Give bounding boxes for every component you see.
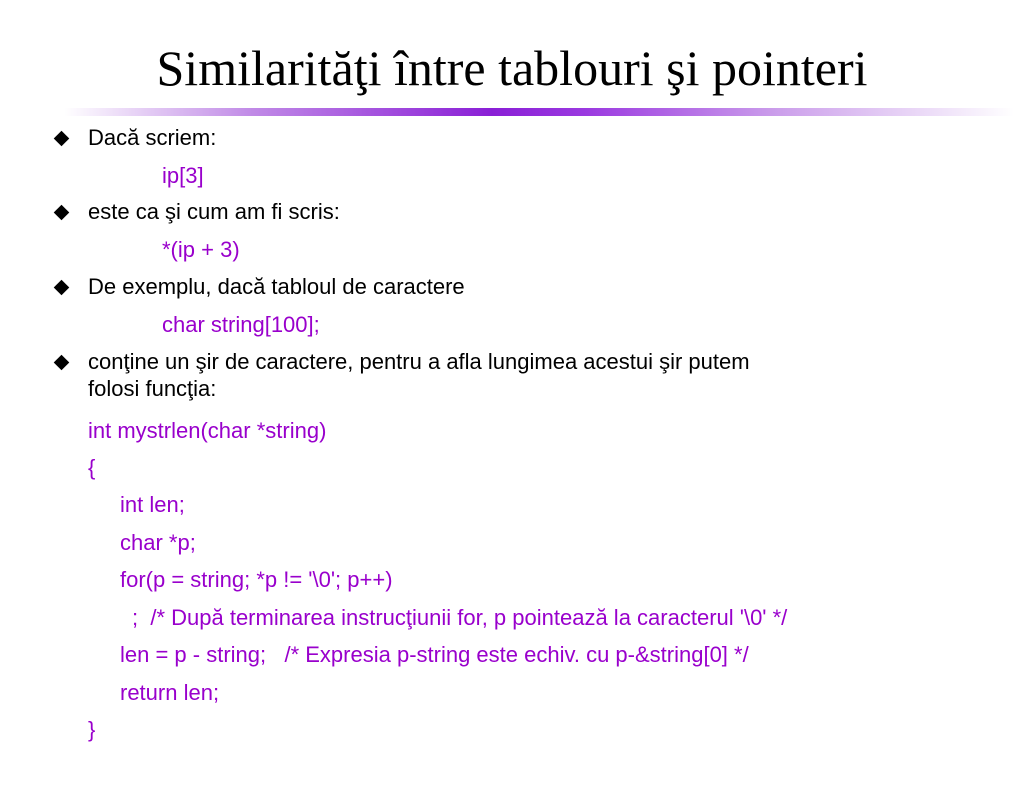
code-line-close-brace: } [88,717,96,742]
bullet-text-2: este ca şi cum am fi scris: [88,199,340,224]
bullet-text-4-line-2: folosi funcţia: [88,376,217,401]
code-example-1: ip[3] [162,163,204,188]
bullet-text-1: Dacă scriem: [88,125,217,150]
code-line-empty-statement: ; /* După terminarea instrucţiunii for, p pointează la caracterul '\0' */ [132,605,788,630]
bullet-text-3: De exemplu, dacă tabloul de caractere [88,274,465,299]
diamond-bullet-icon [54,355,70,371]
code-line-declare-p: char *p; [120,530,196,555]
code-line-signature: int mystrlen(char *string) [88,418,327,443]
diamond-bullet-icon [54,280,70,296]
code-line-declare-len: int len; [120,492,185,517]
title-divider [64,108,1014,116]
code-example-3: char string[100]; [162,312,320,337]
slide-title: Similarităţi între tablouri şi pointeri [156,40,868,96]
diamond-bullet-icon [54,205,70,221]
diamond-bullet-icon [54,131,70,147]
code-line-return: return len; [120,680,220,705]
code-example-2: *(ip + 3) [162,237,240,262]
code-line-for-loop: for(p = string; *p != '\0'; p++) [120,567,393,592]
bullet-text-4-line-1: conţine un şir de caractere, pentru a afla lungimea acestui şir putem [88,349,750,374]
code-line-open-brace: { [88,455,96,480]
code-line-compute-len: len = p - string; /* Expresia p-string este echiv. cu p-&string[0] */ [120,642,749,667]
